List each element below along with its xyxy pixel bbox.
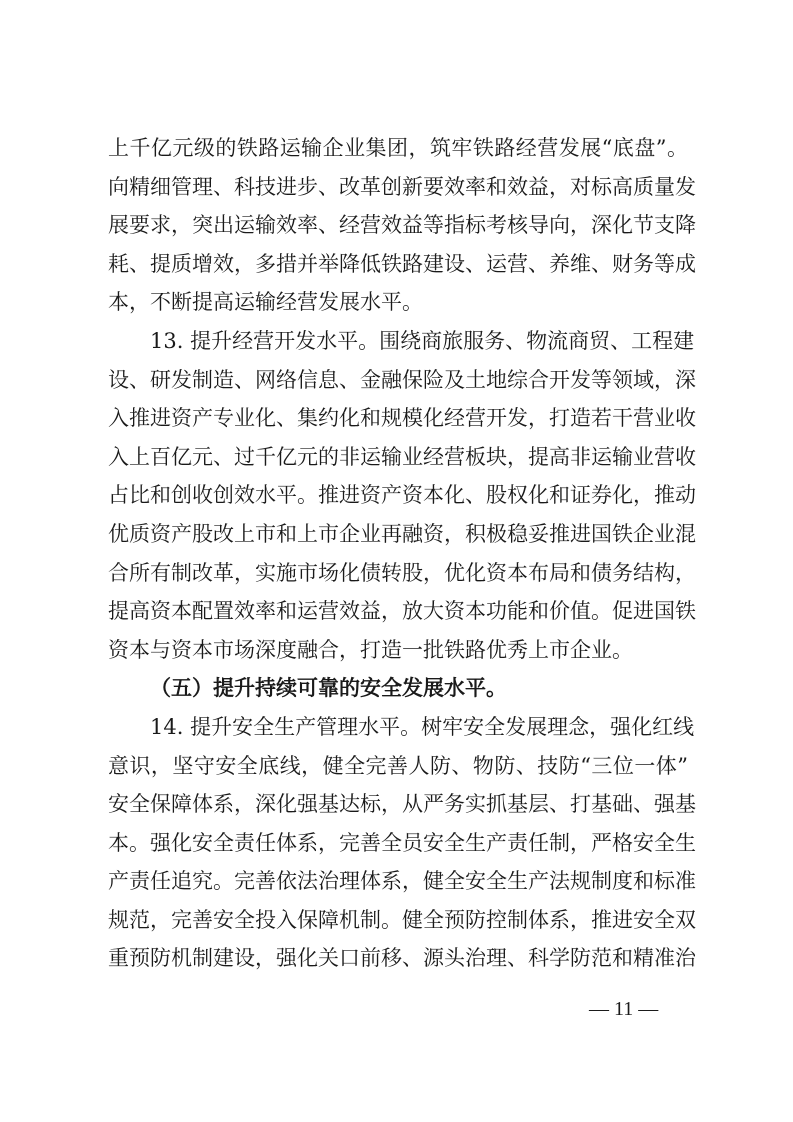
- text-line: 合所有制改革，实施市场化债转股，优化资本布局和债务结构，: [108, 560, 696, 585]
- text-line: 入上百亿元、过千亿元的非运输业经营板块，提高非运输业营收: [108, 444, 696, 469]
- text-line: 重预防机制建设，强化关口前移、源头治理、科学防范和精准治: [108, 946, 696, 971]
- text-line: 入推进资产专业化、集约化和规模化经营开发，打造若干营业收: [108, 406, 696, 431]
- text-line: 向精细管理、科技进步、改革创新要效率和效益，对标高质量发: [108, 174, 696, 199]
- page-number: — 11 —: [589, 998, 659, 1020]
- text-line: 占比和创收创效水平。推进资产资本化、股权化和证券化，推动: [108, 483, 696, 508]
- text-line: 规范，完善安全投入保障机制。健全预防控制体系，推进安全双: [108, 907, 696, 932]
- text-line: 资本与资本市场深度融合，打造一批铁路优秀上市企业。: [108, 637, 633, 662]
- text-line: 设、研发制造、网络信息、金融保险及土地综合开发等领域，深: [108, 367, 696, 392]
- section-13-heading-line: 13. 提升经营开发水平。围绕商旅服务、物流商贸、工程建: [150, 328, 695, 353]
- text-line: 安全保障体系，深化强基达标，从严务实抓基层、打基础、强基: [108, 792, 696, 817]
- text-line: 提高资本配置效率和运营效益，放大资本功能和价值。促进国铁: [108, 599, 696, 624]
- text-line: 意识，坚守安全底线，健全完善人防、物防、技防“三位一体”: [108, 753, 688, 778]
- text-line: 本。强化安全责任体系，完善全员安全生产责任制，严格安全生: [108, 830, 696, 855]
- text-line: 产责任追究。完善依法治理体系，健全安全生产法规制度和标准: [108, 869, 696, 894]
- text-line: 上千亿元级的铁路运输企业集团，筑牢铁路经营发展“底盘”。: [108, 136, 688, 160]
- section-14-heading-line: 14. 提升安全生产管理水平。树牢安全发展理念，强化红线: [150, 714, 695, 739]
- text-line: 耗、提质增效，多措并举降低铁路建设、运营、养维、财务等成: [108, 251, 696, 276]
- text-line: 展要求，突出运输效率、经营效益等指标考核导向，深化节支降: [108, 213, 696, 238]
- text-line: 优质资产股改上市和上市企业再融资，积极稳妥推进国铁企业混: [108, 521, 696, 546]
- text-line: 本，不断提高运输经营发展水平。: [108, 290, 423, 315]
- section-five-heading: （五）提升持续可靠的安全发展水平。: [150, 675, 507, 701]
- document-body: [108, 129, 696, 978]
